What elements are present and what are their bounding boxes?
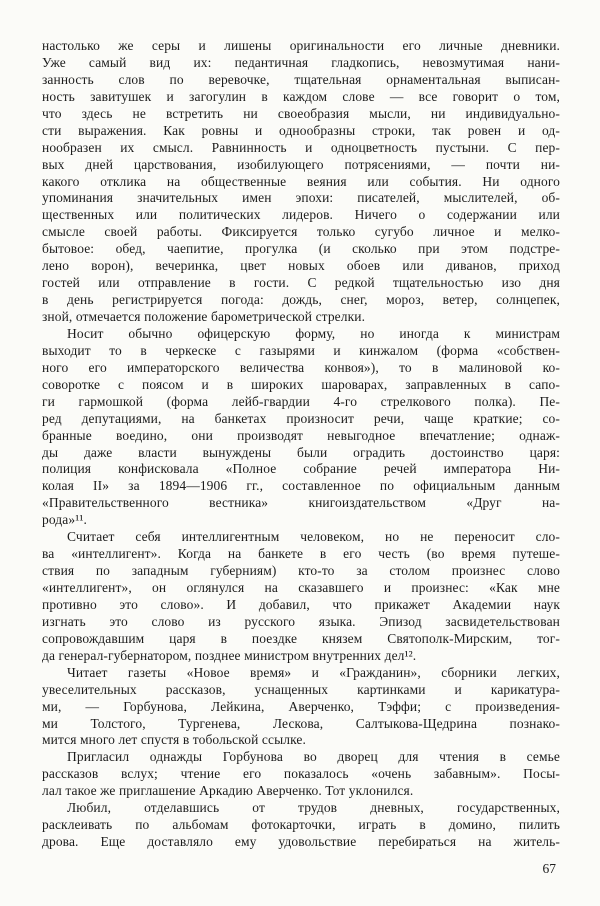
text-line: Уже самый вид их: педантичная гладкопись, невозмутимая нани- <box>42 54 560 70</box>
text-line: колая II» за 1894—1906 гг., составленное по официальным данным <box>42 478 560 494</box>
text-block <box>42 38 560 851</box>
text-line: рода»¹¹. <box>42 512 87 528</box>
text-line: зной, отмечается положение барометрической стрелки. <box>42 309 366 324</box>
text-line: Носит обычно офицерскую форму, но иногда к министрам <box>67 325 560 341</box>
text-line: ность завитушек и загогулин в каждом слове — все говорит о том, <box>42 88 560 104</box>
page-number: 67 <box>542 861 556 876</box>
text-line: «Правительственного вестника» книгоиздательством «Друг на- <box>42 495 560 511</box>
text-line: Читает газеты «Новое время» и «Гражданин», сборники легких, <box>67 664 560 680</box>
text-line: вых дней царствования, изобилующего потрясениями, — почти ни- <box>42 156 560 172</box>
text-line: расклеивать по альбомам фотокарточки, играть в домино, пилить <box>42 817 560 833</box>
text-line: рассказов вслух; чтение его показалось «очень забавным». Посы- <box>42 766 560 782</box>
text-line: нообразен их смысл. Равнинность и одноцветность пустыни. С пер- <box>42 139 560 155</box>
text-line: ред депутациями, на банкетах произносит речи, чаще краткие; со- <box>42 410 560 426</box>
text-line: занность слов по веревочке, тщательная орнаментальная выписан- <box>42 71 560 87</box>
paragraph <box>42 38 560 326</box>
paragraph <box>42 800 560 851</box>
text-line: противно это слово». И добавил, что прикажет Академии наук <box>42 596 560 612</box>
text-line: дрова. Еще доставляло ему удовольствие перебираться на житель- <box>42 834 560 850</box>
text-line: упоминания значительных имен эпохи: писателей, мыслителей, об- <box>42 190 560 206</box>
text-line: какого отклика на общественные веяния или события. Ни одного <box>42 173 560 189</box>
text-line: ствия по западным губерниям) кто-то за столом произнес слово <box>42 563 560 579</box>
text-line: смысле своей работы. Фиксируется только сугубо личное и мелко- <box>42 224 560 240</box>
text-line: ва «интеллигент». Когда на банкете в его честь (во время путеше- <box>42 546 560 562</box>
text-line: бытовое: обед, чаепитие, прогулка (и сколько при этом подстре- <box>42 241 560 257</box>
text-line: в день регистрируется погода: дождь, снег, мороз, ветер, солнцепек, <box>42 292 560 308</box>
text-line: Считает себя интеллигентным человеком, но не переносит сло- <box>67 529 560 545</box>
text-line: «интеллигент», он оглянулся на сказавшего и произнес: «Как мне <box>42 580 560 595</box>
text-line: гостей или отправление в гости. С редкой тщательностью изо дня <box>42 275 560 291</box>
text-line: что здесь не встретить ни своеобразия мысли, ни индивидуально- <box>42 105 560 121</box>
text-line: Пригласил однажды Горбунова во дворец для чтения в семье <box>67 749 560 765</box>
paragraph <box>42 665 560 750</box>
text-line: щественных или политических лидеров. Ничего о содержании или <box>42 207 560 223</box>
text-line: полиция конфисковала «Полное собрание речей императора Ни- <box>42 461 560 477</box>
text-line: лал такое же приглашение Аркадию Аверченко. Тот уклонился. <box>42 783 414 799</box>
text-line: ги гармошкой (форма лейб-гвардии 4-го стрелкового полка). Пе- <box>42 393 560 409</box>
text-line: ми, — Горбунова, Лейкина, Аверченко, Тэффи; с произведения- <box>42 698 560 714</box>
paragraph <box>42 749 560 800</box>
text-line: ми Толстого, Тургенева, Лескова, Салтыкова-Щедрина познако- <box>42 715 560 731</box>
text-line: настолько же серы и лишены оригинальности его личные дневники. <box>42 38 560 53</box>
text-line: сти выражения. Как ровны и однообразны строки, так ровен и од- <box>42 122 560 138</box>
text-line: ного его императорского величества конвоя»), то в малиновой ко- <box>42 359 560 375</box>
paragraph <box>42 529 560 665</box>
text-line: да генерал-губернатором, позднее министром внутренних дел¹². <box>42 647 417 663</box>
text-line: выходит то в черкеске с газырями и кинжалом (форма «собствен- <box>42 342 560 358</box>
text-line: лено ворон), вечеринка, цвет новых обоев или диванов, приход <box>42 258 560 274</box>
text-line: мится много лет спустя в тобольской ссылке. <box>42 732 306 748</box>
text-line: ды даже власти вынуждены были оградить достоинство царя: <box>42 444 560 460</box>
text-line: изгнать это слово из русского языка. Эпизод засвидетельствован <box>42 613 560 629</box>
text-line: бранные воедино, они производят невыгодное впечатление; однаж- <box>42 427 560 443</box>
text-line: увеселительных рассказов, уснащенных картинками и карикатура- <box>42 681 560 697</box>
text-line: соворотке с поясом и в широких шароварах, заправленных в сапо- <box>42 376 560 392</box>
text-line: сопровождавшим царя в поездке князем Святополк-Мирским, тог- <box>42 630 560 646</box>
text-line: Любил, отделавшись от трудов дневных, государственных, <box>67 800 560 816</box>
paragraph <box>42 326 560 529</box>
